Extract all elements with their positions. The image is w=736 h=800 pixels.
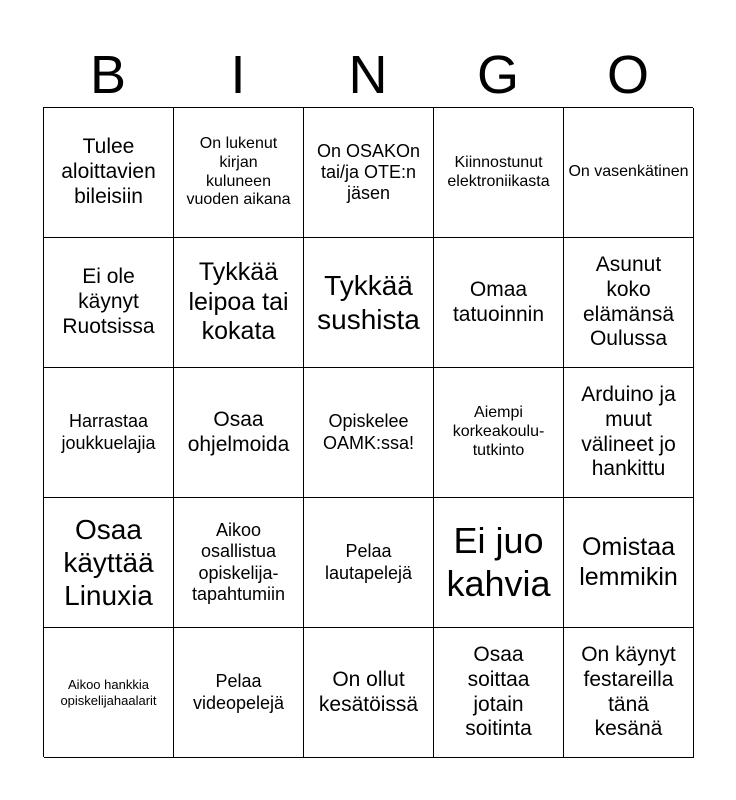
bingo-cell[interactable] <box>174 238 304 368</box>
bingo-cell-text: Arduino ja muut välineet jo hankittu <box>581 382 676 481</box>
bingo-cell[interactable] <box>434 368 564 498</box>
bingo-cell-text: Opiskelee OAMK:ssa! <box>322 411 415 453</box>
bingo-cell-text: Osaa soittaa jotain soitinta <box>465 642 532 741</box>
bingo-cell-text: Aiempi korkeakoulu-tutkinto <box>452 404 545 459</box>
bingo-cell-text: Ei juo kahvia <box>446 520 551 604</box>
bingo-cell[interactable] <box>174 108 304 238</box>
bingo-cell[interactable] <box>304 108 434 238</box>
bingo-cell[interactable] <box>44 498 174 628</box>
bingo-cell-text: Ei ole käynyt Ruotsissa <box>62 265 155 338</box>
bingo-grid <box>43 107 693 757</box>
bingo-cell-text: On käynyt festareilla tänä kesänä <box>581 642 676 741</box>
header-letter-o: O <box>606 45 649 105</box>
bingo-cell[interactable] <box>44 628 174 758</box>
bingo-cell-text: Harrastaa joukkuelajia <box>61 411 156 453</box>
bingo-header <box>43 44 693 106</box>
bingo-cell-text: Osaa ohjelmoida <box>187 407 290 456</box>
header-letter-i: I <box>230 45 246 105</box>
bingo-cell[interactable] <box>174 498 304 628</box>
bingo-cell-text: Asunut koko elämänsä Oulussa <box>582 252 675 351</box>
bingo-cell[interactable] <box>44 238 174 368</box>
bingo-cell[interactable] <box>564 368 694 498</box>
bingo-cell-text: Aikoo osallistua opiskelija-tapahtumiin <box>191 520 286 604</box>
bingo-cell[interactable] <box>174 368 304 498</box>
bingo-cell-text: Kiinnostunut elektroniikasta <box>447 153 550 190</box>
bingo-cell-text: On vasenkätinen <box>568 163 689 181</box>
bingo-cell-text: Tulee aloittavien bileisiin <box>61 135 156 208</box>
bingo-cell-text: Omaa tatuoinnin <box>452 277 545 326</box>
bingo-cell[interactable] <box>564 498 694 628</box>
bingo-cell[interactable] <box>304 238 434 368</box>
header-letter-n: N <box>348 45 388 105</box>
bingo-cell[interactable] <box>304 368 434 498</box>
bingo-cell[interactable] <box>434 108 564 238</box>
bingo-cell[interactable] <box>304 628 434 758</box>
bingo-cell-text: Omistaa lemmikin <box>579 533 678 591</box>
bingo-cell-text: On ollut kesätöissä <box>318 667 419 716</box>
bingo-cell-text: Aikoo hankkia opiskelijahaalarit <box>60 677 157 708</box>
bingo-cell-text: On lukenut kirjan kuluneen vuoden aikana <box>186 134 291 209</box>
header-letter-b: B <box>89 45 127 105</box>
bingo-cell[interactable] <box>564 238 694 368</box>
bingo-cell-text: Tykkää sushista <box>317 270 420 335</box>
bingo-cell[interactable] <box>564 108 694 238</box>
bingo-cell[interactable] <box>174 628 304 758</box>
bingo-cell[interactable] <box>564 628 694 758</box>
bingo-cell[interactable] <box>434 498 564 628</box>
bingo-cell-text: Tykkää leipoa tai kokata <box>188 258 289 346</box>
bingo-cell-text: Pelaa lautapelejä <box>324 541 413 583</box>
bingo-cell-text: On OSAKOn tai/ja OTE:n jäsen <box>316 140 421 204</box>
header-letter-g: G <box>476 45 519 105</box>
bingo-cell[interactable] <box>434 238 564 368</box>
bingo-cell[interactable] <box>44 368 174 498</box>
bingo-cell-text: Osaa käyttää Linuxia <box>63 513 154 612</box>
bingo-cell-text: Pelaa videopelejä <box>192 671 285 713</box>
bingo-cell[interactable] <box>304 498 434 628</box>
bingo-cell[interactable] <box>434 628 564 758</box>
bingo-cell[interactable] <box>44 108 174 238</box>
